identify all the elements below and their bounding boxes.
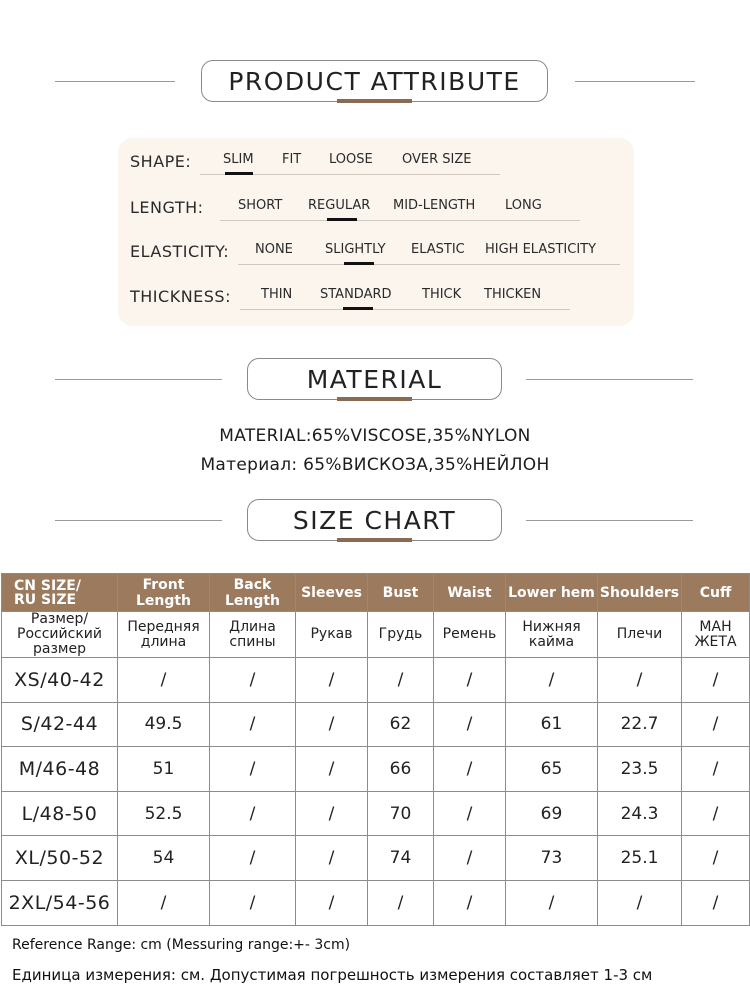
attr-label: ELASTICITY:: [130, 242, 230, 261]
measurement-cell: /: [682, 658, 750, 703]
attr-option: LONG: [505, 198, 542, 213]
table-row: [2, 747, 750, 792]
measurement-cell: 69: [506, 791, 598, 836]
measurement-cell: 49.5: [118, 702, 210, 747]
material-header: [0, 358, 750, 403]
attr-option: HIGH ELASTICITY: [485, 242, 597, 257]
size-cell: 2XL/54-56: [2, 880, 118, 925]
attr-row-elasticity: [130, 234, 630, 268]
measurement-cell: 66: [368, 747, 434, 792]
attr-label: SHAPE:: [130, 152, 192, 171]
size-cell: L/48-50: [2, 791, 118, 836]
measurement-cell: 52.5: [118, 791, 210, 836]
attr-option: STANDARD: [320, 287, 392, 302]
attr-option: THIN: [261, 287, 293, 302]
measurement-cell: 61: [506, 702, 598, 747]
measurement-cell: /: [434, 836, 506, 881]
section-title: SIZE CHART: [247, 499, 502, 541]
attr-option: FIT: [282, 152, 302, 167]
table-row: [2, 791, 750, 836]
attr-selected-marker: [327, 218, 357, 221]
attr-baseline: [238, 264, 620, 265]
measurement-cell: /: [682, 836, 750, 881]
measurement-cell: /: [118, 880, 210, 925]
size-chart-header: [0, 499, 750, 544]
measurement-cell: /: [296, 836, 368, 881]
attr-option: SHORT: [238, 198, 283, 213]
measurement-cell: /: [210, 658, 296, 703]
reference-range-ru: Единица измерения: см. Допустимая погрешность измерения составляет 1-3 см: [12, 966, 653, 984]
measurement-cell: /: [434, 747, 506, 792]
material-en: MATERIAL:65%VISCOSE,35%NYLON: [219, 426, 531, 446]
attribute-panel: [118, 138, 634, 326]
title-accent: [337, 538, 412, 542]
header-rule-left: [55, 81, 175, 82]
measurement-cell: /: [118, 658, 210, 703]
attr-row-shape: [130, 144, 630, 178]
measurement-cell: 74: [368, 836, 434, 881]
size-cell: XS/40-42: [2, 658, 118, 703]
table-row: [2, 836, 750, 881]
measurement-cell: /: [682, 791, 750, 836]
measurement-cell: /: [210, 791, 296, 836]
attr-baseline: [220, 220, 580, 221]
column-header-ru: Ремень: [434, 612, 506, 658]
attr-baseline: [240, 309, 570, 310]
measurement-cell: /: [434, 658, 506, 703]
measurement-cell: /: [506, 880, 598, 925]
attr-selected-marker: [343, 307, 373, 310]
column-header-ru: Рукав: [296, 612, 368, 658]
measurement-cell: /: [296, 747, 368, 792]
measurement-cell: /: [506, 658, 598, 703]
size-cell: M/46-48: [2, 747, 118, 792]
column-header-ru: Размер/ Российский размер: [2, 612, 118, 658]
measurement-cell: /: [682, 702, 750, 747]
measurement-cell: /: [368, 880, 434, 925]
table-row: [2, 702, 750, 747]
header-rule-right: [526, 520, 693, 521]
material-ru: Материал: 65%ВИСКОЗА,35%НЕЙЛОН: [200, 455, 550, 475]
attr-label: LENGTH:: [130, 198, 204, 217]
measurement-cell: /: [210, 880, 296, 925]
column-header: Back Length: [210, 574, 296, 612]
column-header: Sleeves: [296, 574, 368, 612]
column-header-ru: Длина спины: [210, 612, 296, 658]
measurement-cell: 24.3: [598, 791, 682, 836]
column-header: Bust: [368, 574, 434, 612]
measurement-cell: /: [210, 702, 296, 747]
measurement-cell: /: [598, 880, 682, 925]
measurement-cell: /: [434, 880, 506, 925]
size-cell: XL/50-52: [2, 836, 118, 881]
attr-option: NONE: [255, 242, 293, 257]
measurement-cell: /: [598, 658, 682, 703]
column-header: Shoulders: [598, 574, 682, 612]
table-header-ru: [2, 612, 750, 658]
column-header: Waist: [434, 574, 506, 612]
attr-row-length: [130, 190, 630, 224]
attr-selected-marker: [225, 172, 253, 175]
title-accent: [337, 397, 412, 401]
attr-option: SLIM: [223, 152, 254, 167]
header-rule-left: [55, 520, 222, 521]
measurement-cell: /: [682, 747, 750, 792]
measurement-cell: /: [682, 880, 750, 925]
measurement-cell: /: [210, 747, 296, 792]
table-header-en: [2, 574, 750, 612]
attr-option: LOOSE: [329, 152, 373, 167]
measurement-cell: 23.5: [598, 747, 682, 792]
table-row: [2, 658, 750, 703]
measurement-cell: 70: [368, 791, 434, 836]
column-header-ru: Грудь: [368, 612, 434, 658]
measurement-cell: 54: [118, 836, 210, 881]
column-header: CN SIZE/ RU SIZE: [2, 574, 118, 612]
section-title: PRODUCT ATTRIBUTE: [201, 60, 548, 102]
attr-option: THICKEN: [484, 287, 542, 302]
attr-option: REGULAR: [308, 198, 371, 213]
attr-option: ELASTIC: [411, 242, 465, 257]
attr-selected-marker: [344, 262, 374, 265]
measurement-cell: 22.7: [598, 702, 682, 747]
measurement-cell: 25.1: [598, 836, 682, 881]
attr-option: OVER SIZE: [402, 152, 472, 167]
title-accent: [337, 99, 412, 103]
header-rule-right: [526, 379, 693, 380]
header-rule-right: [575, 81, 695, 82]
attr-option: MID-LENGTH: [393, 198, 476, 213]
reference-range-en: Reference Range: cm (Messuring range:+- 3cm): [12, 937, 351, 953]
product-attribute-header: [0, 60, 750, 105]
measurement-cell: 62: [368, 702, 434, 747]
measurement-cell: /: [296, 658, 368, 703]
measurement-cell: 73: [506, 836, 598, 881]
column-header: Front Length: [118, 574, 210, 612]
table-row: [2, 880, 750, 925]
header-rule-left: [55, 379, 222, 380]
measurement-cell: /: [210, 836, 296, 881]
measurement-cell: /: [434, 791, 506, 836]
column-header-ru: МАН ЖЕТА: [682, 612, 750, 658]
column-header: Cuff: [682, 574, 750, 612]
measurement-cell: /: [296, 791, 368, 836]
column-header-ru: Плечи: [598, 612, 682, 658]
measurement-cell: /: [296, 880, 368, 925]
measurement-cell: 65: [506, 747, 598, 792]
attr-option: SLIGHTLY: [325, 242, 386, 257]
table-body: [2, 658, 750, 926]
section-title: MATERIAL: [247, 358, 502, 400]
column-header-ru: Нижняя кайма: [506, 612, 598, 658]
measurement-cell: 51: [118, 747, 210, 792]
column-header: Lower hem: [506, 574, 598, 612]
measurement-cell: /: [434, 702, 506, 747]
attr-row-thickness: [130, 279, 630, 313]
size-cell: S/42-44: [2, 702, 118, 747]
measurement-cell: /: [368, 658, 434, 703]
column-header-ru: Передняя длина: [118, 612, 210, 658]
size-chart-table: [1, 573, 750, 926]
measurement-cell: /: [296, 702, 368, 747]
attr-option: THICK: [422, 287, 462, 302]
attr-label: THICKNESS:: [130, 287, 231, 306]
